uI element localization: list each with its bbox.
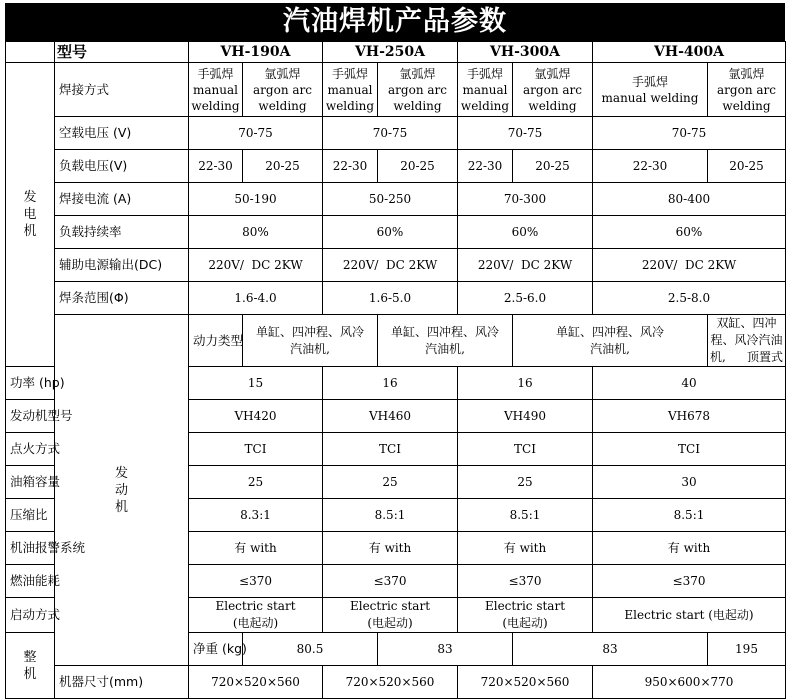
- table-row: [6, 216, 786, 249]
- value-cell: 22-30: [323, 150, 378, 183]
- value-cell: VH420: [189, 400, 323, 433]
- table-row: [6, 150, 786, 183]
- value-cell: 有 with: [323, 532, 458, 565]
- row-label: 辅助电源输出(DC): [55, 249, 189, 282]
- value-cell: 8.5:1: [593, 499, 786, 532]
- value-cell: 80.5: [243, 633, 378, 666]
- value-cell: Electric start (电起动): [189, 598, 323, 633]
- value-cell: 20-25: [243, 150, 323, 183]
- value-cell: 70-300: [458, 183, 593, 216]
- table-row: [6, 282, 786, 315]
- value-cell: 80%: [189, 216, 323, 249]
- method-cell: 氩弧焊 argon arc welding: [378, 63, 458, 117]
- value-cell: 720×520×560: [458, 666, 593, 699]
- value-cell: 单缸、四冲程、风冷 汽油机,: [513, 315, 708, 367]
- value-cell: 950×600×770: [593, 666, 786, 699]
- row-label: 负载持续率: [55, 216, 189, 249]
- value-cell: 25: [323, 466, 458, 499]
- value-cell: 220V/ DC 2KW: [458, 249, 593, 282]
- value-cell: 70-75: [323, 117, 458, 150]
- row-label: 焊条范围(Φ): [55, 282, 189, 315]
- value-cell: 8.3:1: [189, 499, 323, 532]
- value-cell: 720×520×560: [323, 666, 458, 699]
- row-label: 油箱容量: [6, 466, 55, 499]
- value-cell: 60%: [323, 216, 458, 249]
- value-cell: 83: [378, 633, 513, 666]
- value-cell: VH460: [323, 400, 458, 433]
- value-cell: 15: [189, 367, 323, 400]
- method-cell: 手弧焊 manual welding: [323, 63, 378, 117]
- value-cell: 有 with: [458, 532, 593, 565]
- value-cell: 1.6-4.0: [189, 282, 323, 315]
- value-cell: 8.5:1: [323, 499, 458, 532]
- row-label: 空载电压 (V): [55, 117, 189, 150]
- value-cell: ≤370: [323, 565, 458, 598]
- row-label: 机器尺寸(mm): [55, 666, 189, 699]
- row-label: 机油报警系统: [6, 532, 55, 565]
- value-cell: 83: [513, 633, 708, 666]
- table-row: [6, 315, 786, 367]
- value-cell: 22-30: [189, 150, 243, 183]
- value-cell: 40: [593, 367, 786, 400]
- value-cell: VH490: [458, 400, 593, 433]
- corner-cell: [6, 42, 55, 63]
- table-row: [6, 249, 786, 282]
- value-cell: 50-190: [189, 183, 323, 216]
- row-label: 压缩比: [6, 499, 55, 532]
- value-cell: 2.5-8.0: [593, 282, 786, 315]
- value-cell: 1.6-5.0: [323, 282, 458, 315]
- value-cell: 60%: [458, 216, 593, 249]
- group-label-machine: 整机: [6, 633, 55, 699]
- value-cell: Electric start (电起动): [323, 598, 458, 633]
- row-label: 点火方式: [6, 433, 55, 466]
- value-cell: 8.5:1: [458, 499, 593, 532]
- value-cell: 220V/ DC 2KW: [323, 249, 458, 282]
- value-cell: 25: [458, 466, 593, 499]
- value-cell: ≤370: [458, 565, 593, 598]
- row-label: 焊接方式: [55, 63, 189, 117]
- value-cell: 20-25: [708, 150, 786, 183]
- table-row: [6, 117, 786, 150]
- row-label: 动力类型: [189, 315, 243, 367]
- sheet-title: 汽油焊机产品参数: [5, 3, 785, 41]
- model-header: VH-250A: [323, 42, 458, 63]
- header-row: [6, 42, 786, 63]
- value-cell: 70-75: [458, 117, 593, 150]
- row-label: 发动机型号: [6, 400, 55, 433]
- model-header: VH-400A: [593, 42, 786, 63]
- row-label: 功率 (hp): [6, 367, 55, 400]
- row-label: 燃油能耗: [6, 565, 55, 598]
- value-cell: Electric start (电起动): [593, 598, 786, 633]
- value-cell: 60%: [593, 216, 786, 249]
- value-cell: 220V/ DC 2KW: [593, 249, 786, 282]
- value-cell: 16: [458, 367, 593, 400]
- method-cell: 手弧焊 manual welding: [593, 63, 708, 117]
- value-cell: TCI: [593, 433, 786, 466]
- value-cell: 80-400: [593, 183, 786, 216]
- group-label-generator: 发电机: [6, 63, 55, 367]
- value-cell: [708, 315, 786, 367]
- model-header: VH-190A: [189, 42, 323, 63]
- row-label: 启动方式: [6, 598, 55, 633]
- table-row: [6, 666, 786, 699]
- row-label: 负载电压(V): [55, 150, 189, 183]
- value-cell: 50-250: [323, 183, 458, 216]
- value-cell: 20-25: [513, 150, 593, 183]
- value-cell: TCI: [323, 433, 458, 466]
- engine-type-line: 机, 顶置式: [710, 350, 783, 364]
- value-cell: 22-30: [458, 150, 513, 183]
- value-cell: 16: [323, 367, 458, 400]
- method-cell: 手弧焊 manual welding: [189, 63, 243, 117]
- value-cell: TCI: [458, 433, 593, 466]
- value-cell: 单缸、四冲程、风冷 汽油机,: [378, 315, 513, 367]
- value-cell: 有 with: [593, 532, 786, 565]
- method-cell: 氩弧焊 argon arc welding: [708, 63, 786, 117]
- value-cell: 25: [189, 466, 323, 499]
- value-cell: 22-30: [593, 150, 708, 183]
- value-cell: 30: [593, 466, 786, 499]
- value-cell: 20-25: [378, 150, 458, 183]
- method-cell: 氩弧焊 argon arc welding: [243, 63, 323, 117]
- group-label-engine: 发动机: [55, 315, 189, 666]
- value-cell: 70-75: [593, 117, 786, 150]
- table-row: [6, 183, 786, 216]
- value-cell: 单缸、四冲程、风冷 汽油机,: [243, 315, 378, 367]
- model-header: VH-300A: [458, 42, 593, 63]
- value-cell: 有 with: [189, 532, 323, 565]
- method-cell: 手弧焊 manual welding: [458, 63, 513, 117]
- value-cell: 720×520×560: [189, 666, 323, 699]
- model-header-label: 型号: [55, 42, 189, 63]
- table-row: [6, 63, 786, 117]
- method-cell: 氩弧焊 argon arc welding: [513, 63, 593, 117]
- value-cell: 220V/ DC 2KW: [189, 249, 323, 282]
- row-label: 净重 (kg): [189, 633, 243, 666]
- value-cell: ≤370: [593, 565, 786, 598]
- value-cell: ≤370: [189, 565, 323, 598]
- spec-table: [5, 41, 786, 699]
- engine-type-line: 双缸、四冲程、风冷汽油: [710, 316, 783, 347]
- row-label: 焊接电流 (A): [55, 183, 189, 216]
- value-cell: 70-75: [189, 117, 323, 150]
- value-cell: VH678: [593, 400, 786, 433]
- value-cell: Electric start (电起动): [458, 598, 593, 633]
- value-cell: 2.5-6.0: [458, 282, 593, 315]
- value-cell: TCI: [189, 433, 323, 466]
- value-cell: 195: [708, 633, 786, 666]
